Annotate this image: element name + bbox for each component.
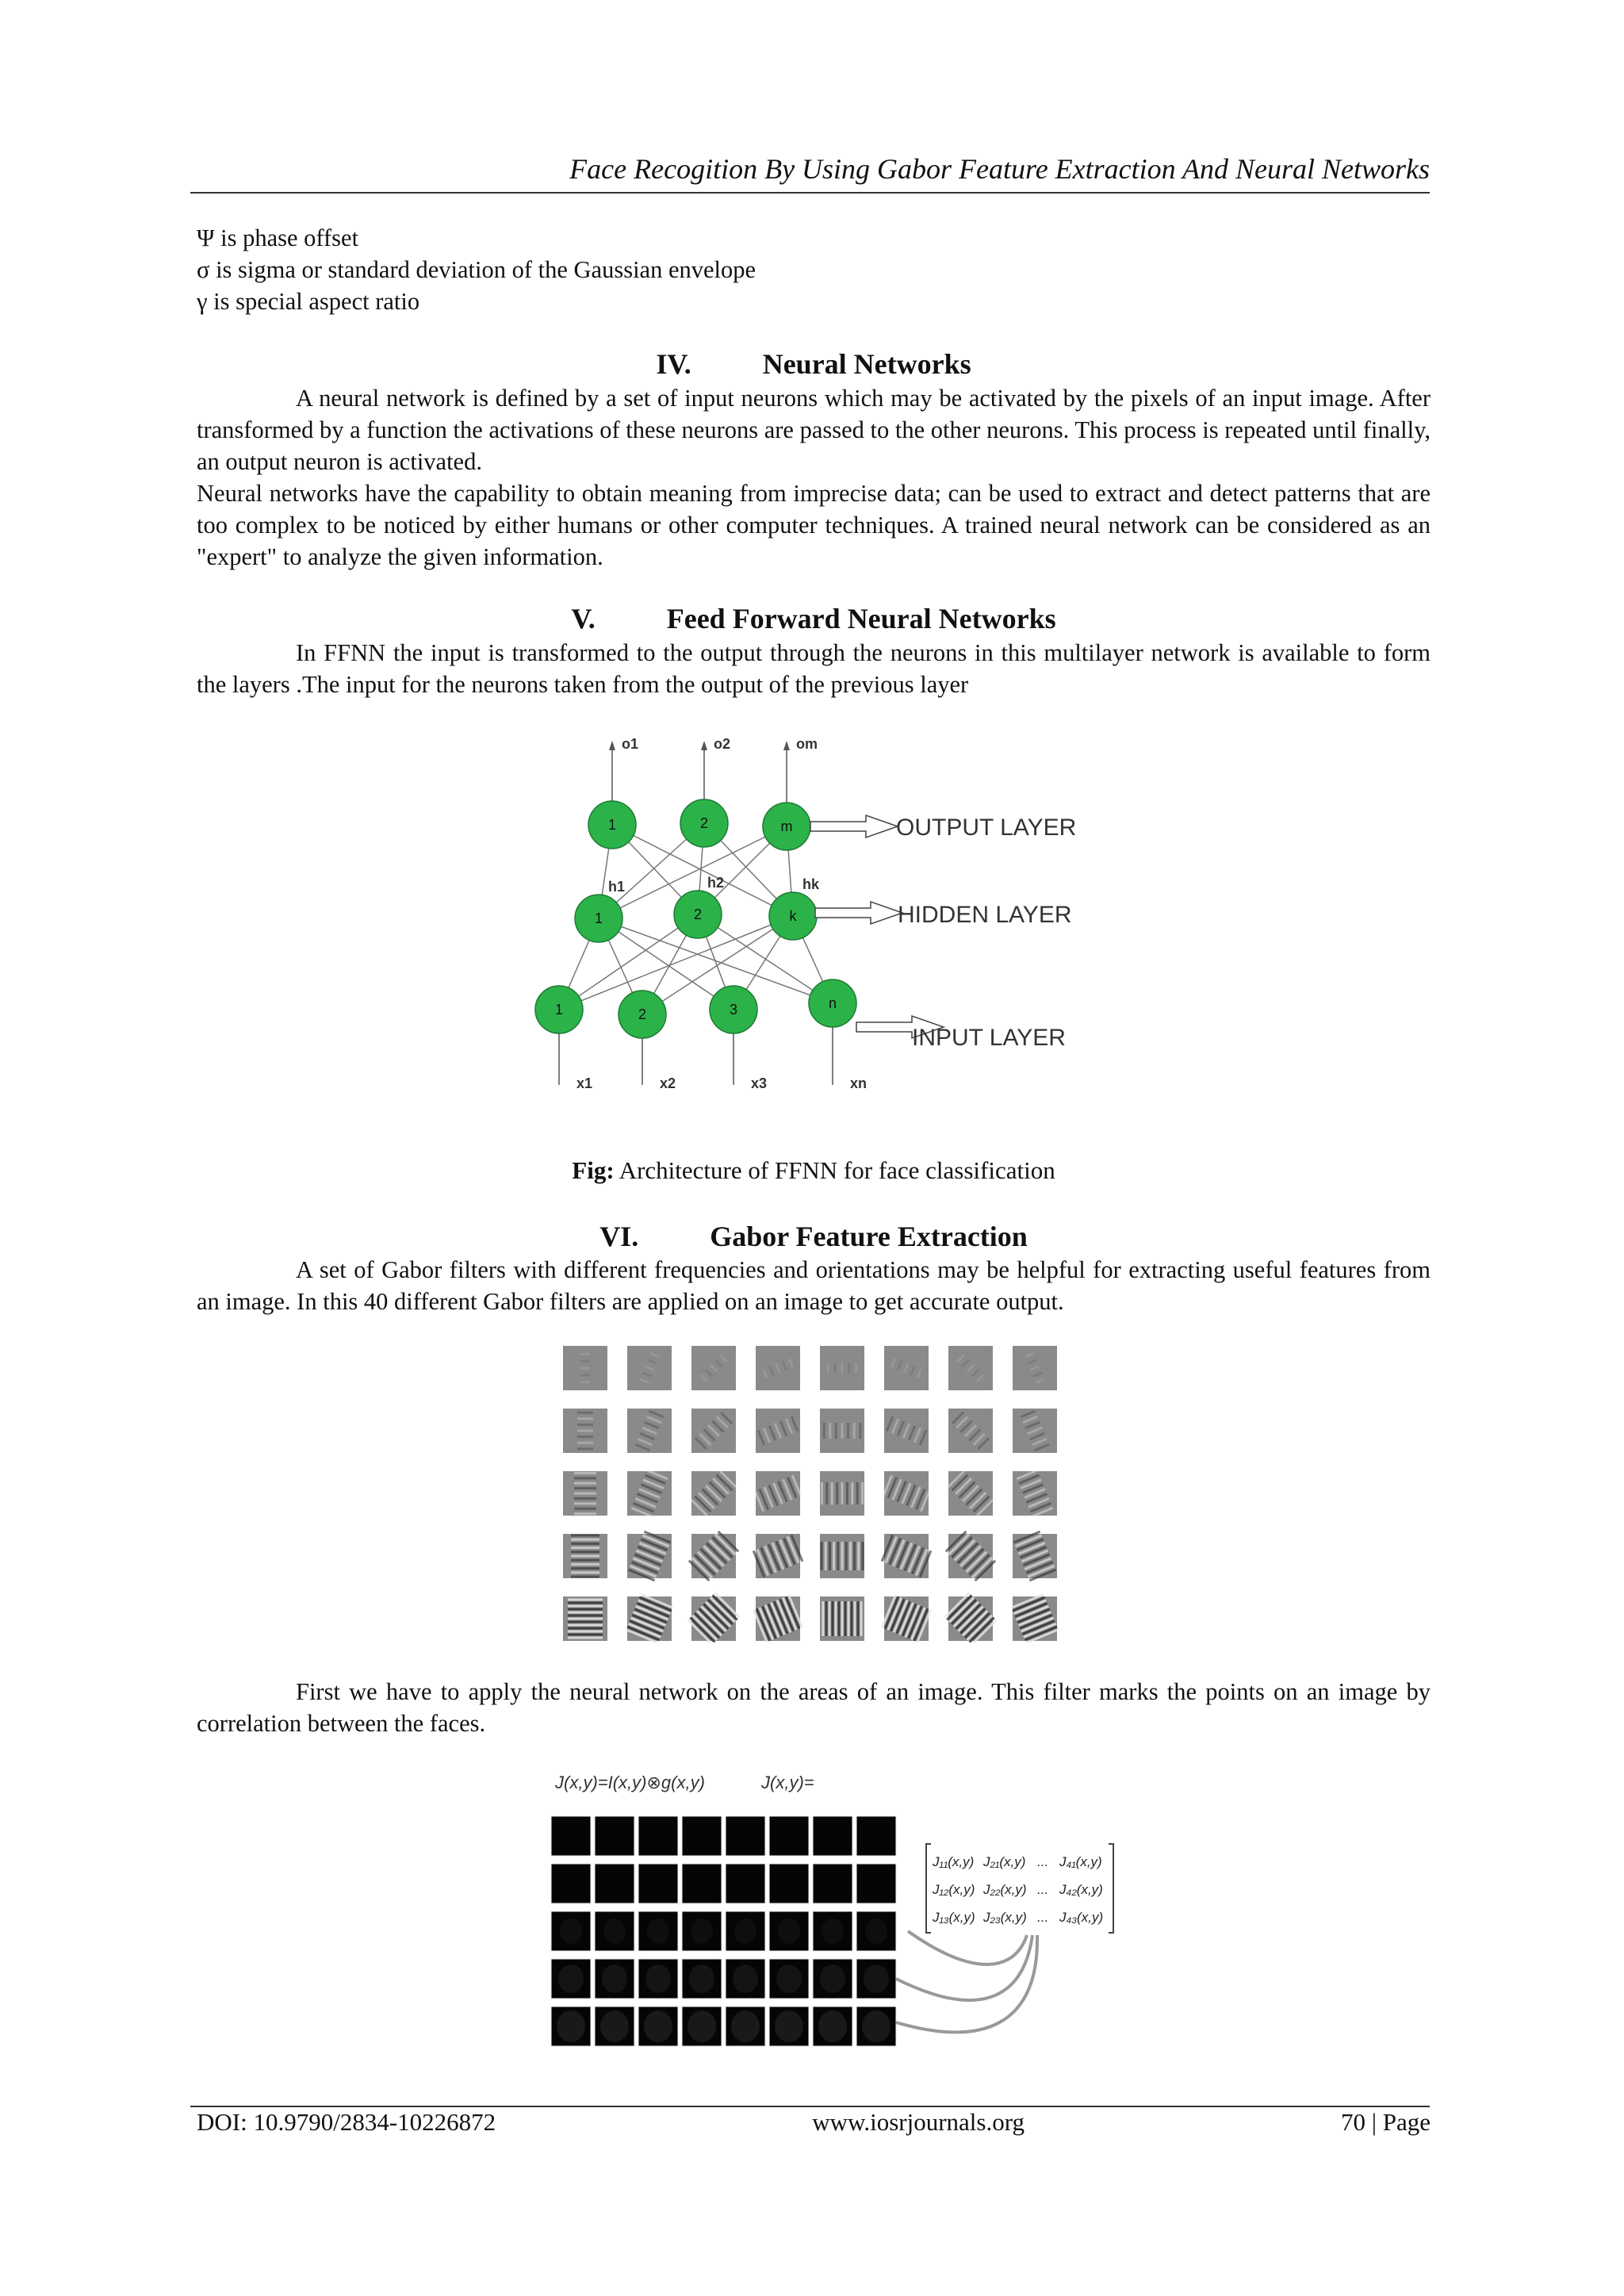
input-neuron-label: 1: [554, 1002, 564, 1018]
gabor-filter-tile: [756, 1409, 800, 1453]
wave-band: [571, 1576, 599, 1578]
wave-band: [831, 1482, 833, 1504]
hidden-neuron-label: 1: [594, 910, 603, 926]
footer-page-number: 70 | Page: [1341, 2108, 1431, 2136]
gabor-filter-tile: [820, 1596, 864, 1641]
input-label: xn: [850, 1075, 868, 1091]
response-blob: [822, 1918, 844, 1944]
response-blob: [560, 1918, 582, 1944]
connector-curve: [896, 1935, 1037, 2032]
response-blob: [688, 2010, 716, 2042]
figure-caption-ffnn: [197, 1156, 1431, 1185]
wave-band: [853, 1542, 856, 1570]
wave-band: [857, 1601, 860, 1636]
wave-band: [857, 1542, 860, 1570]
response-blob: [864, 1964, 889, 1993]
gabor-filter-tile: [754, 1471, 802, 1516]
response-blob: [778, 1918, 800, 1944]
caption-text: Architecture of FFNN for face classification: [614, 1156, 1055, 1184]
response-blob: [775, 2010, 803, 2042]
response-blob: [603, 1918, 626, 1944]
response-tile: [813, 1816, 852, 1856]
hidden-label: hk: [802, 876, 820, 892]
wave-band: [841, 1542, 844, 1570]
wave-band: [571, 1550, 599, 1553]
wave-band: [571, 1543, 599, 1545]
wave-band: [859, 1423, 861, 1439]
wave-band: [580, 1367, 590, 1370]
wave-band: [861, 1482, 864, 1504]
response-tile: [595, 1864, 634, 1903]
wave-band: [568, 1621, 603, 1623]
response-blob: [862, 2010, 891, 2042]
gabor-filter-tile: [1013, 1346, 1057, 1390]
wave-band: [851, 1482, 853, 1504]
paragraph-gabor-1: A set of Gabor filters with different frequencies and orientations may be helpful for extracting useful features from an image. In this 40 different Gabor filters are applied on an image to get accurate output.: [197, 1256, 1431, 1315]
response-blob: [865, 1918, 887, 1944]
wave-band: [568, 1637, 603, 1639]
wave-band: [574, 1487, 596, 1489]
connector-curve: [908, 1931, 1027, 1964]
response-blob: [820, 1964, 845, 1993]
input-neuron-label: 3: [729, 1002, 738, 1018]
response-tile: [638, 1816, 678, 1856]
definitions-list: [197, 222, 1431, 317]
matrix-cell: ...: [1037, 1882, 1049, 1897]
wave-band: [822, 1601, 825, 1636]
wave-band: [835, 1601, 837, 1636]
gabor-filter-tile: [753, 1595, 803, 1642]
response-tile: [769, 1816, 809, 1856]
paragraph-gabor-2: First we have to apply the neural network on the areas of an image. This filter marks the points on an image by correlation between the faces.: [197, 1678, 1431, 1737]
arrow-head: [701, 741, 707, 750]
gabor-filter-tile: [948, 1346, 993, 1390]
wave-band: [856, 1482, 859, 1504]
matrix-bracket-right: [1109, 1844, 1113, 1933]
wave-band: [574, 1512, 596, 1515]
input-neuron-label: n: [828, 995, 837, 1011]
wave-band: [571, 1535, 599, 1537]
wave-band: [845, 1601, 847, 1636]
matrix-cell: J₁₂(x,y): [933, 1882, 975, 1897]
gabor-filter-bank-figure: [563, 1346, 1071, 1642]
wave-band: [829, 1423, 831, 1439]
wave-band: [853, 1423, 856, 1439]
arrow-head: [783, 741, 790, 750]
wave-band: [821, 1542, 823, 1570]
output-layer-label: OUTPUT LAYER: [896, 815, 1077, 841]
caption-label: Fig:: [572, 1156, 615, 1184]
response-tile: [682, 1864, 722, 1903]
input-neuron-label: 2: [638, 1006, 647, 1022]
definition-psi: Ψ is phase offset: [197, 224, 359, 251]
wave-band: [832, 1601, 834, 1636]
input-label: x3: [751, 1075, 768, 1091]
wave-band: [825, 1542, 827, 1570]
gabor-filter-tile: [691, 1470, 737, 1516]
wave-band: [577, 1417, 593, 1420]
arrow-head: [609, 741, 615, 750]
response-blob: [731, 2010, 760, 2042]
ffnn-architecture-figure: [508, 722, 1110, 1110]
hidden-neuron-label: 2: [693, 907, 703, 922]
wave-band: [851, 1601, 853, 1636]
wave-band: [845, 1542, 848, 1570]
output-label: o2: [714, 736, 731, 752]
matrix-bracket-left: [926, 1844, 931, 1933]
footer-doi: DOI: 10.9790/2834-10226872: [197, 2108, 496, 2136]
wave-band: [574, 1482, 596, 1485]
section-number: V.: [571, 603, 596, 634]
gabor-filter-tile: [820, 1471, 864, 1516]
section-title: Gabor Feature Extraction: [710, 1221, 1028, 1252]
wave-band: [574, 1508, 596, 1510]
gabor-filter-tile: [883, 1471, 931, 1516]
wave-band: [823, 1423, 825, 1439]
gabor-filter-tile: [688, 1531, 739, 1581]
gabor-filter-tile: [1013, 1531, 1057, 1582]
wave-band: [574, 1502, 596, 1504]
wave-band: [841, 1363, 844, 1373]
wave-band: [833, 1542, 835, 1570]
wave-band: [580, 1360, 590, 1363]
gabor-filter-tile: [820, 1346, 864, 1390]
wave-band: [571, 1547, 599, 1549]
gabor-filter-tile: [563, 1346, 607, 1390]
matrix-cell: J₂₁(x,y): [983, 1854, 1026, 1869]
matrix-cell: J₁₃(x,y): [933, 1910, 975, 1925]
hidden-label: h1: [608, 879, 626, 895]
matrix-cell: J₄₂(x,y): [1059, 1882, 1103, 1897]
wave-band: [571, 1571, 599, 1573]
hidden-label: h2: [707, 875, 725, 891]
gabor-filter-tile: [687, 1592, 740, 1642]
wave-band: [577, 1424, 593, 1426]
definition-gamma: γ is special aspect ratio: [197, 288, 420, 315]
matrix-cell: J₂₂(x,y): [983, 1882, 1027, 1897]
gabor-filter-tile: [948, 1470, 994, 1516]
gabor-filter-tile: [626, 1593, 673, 1642]
gabor-filter-tile: [948, 1409, 993, 1453]
response-tile: [856, 1816, 896, 1856]
wave-band: [825, 1482, 828, 1504]
section-heading-neural-networks: [197, 347, 1431, 381]
wave-band: [568, 1602, 603, 1604]
wave-band: [841, 1423, 844, 1439]
wave-band: [577, 1435, 593, 1438]
wave-band: [568, 1624, 603, 1627]
footer-site: www.iosrjournals.org: [812, 2108, 1025, 2136]
paragraph-neural-1: A neural network is defined by a set of input neurons which may be activated by the pixels of an input image. After transformed by a function the activations of these neurons are passed to the other neurons. This process is repeated until finally, an output neuron is activated.: [197, 385, 1431, 475]
wave-band: [848, 1363, 850, 1373]
response-tile: [638, 1864, 678, 1903]
response-tile: [813, 1864, 852, 1903]
response-blob: [558, 1964, 584, 1993]
gabor-filter-tile: [691, 1409, 736, 1453]
wave-band: [847, 1423, 849, 1439]
wave-band: [841, 1482, 844, 1504]
gabor-filter-tile: [881, 1534, 933, 1578]
output-neuron-label: m: [780, 818, 793, 834]
gabor-filter-tile: [820, 1534, 864, 1578]
output-label: o1: [622, 736, 639, 752]
response-tile: [551, 1816, 591, 1856]
wave-band: [836, 1482, 838, 1504]
section-title: Neural Networks: [762, 348, 971, 380]
wave-band: [571, 1567, 599, 1570]
input-label: x2: [660, 1075, 676, 1091]
gabor-filter-tile: [753, 1534, 804, 1578]
gabor-filter-tile: [627, 1531, 672, 1582]
gabor-filter-tile: [756, 1346, 800, 1390]
response-equation-matrix: J(x,y)=: [761, 1773, 814, 1792]
response-blob: [776, 1964, 802, 1993]
wave-band: [568, 1599, 603, 1601]
wave-band: [841, 1601, 844, 1636]
wave-band: [571, 1539, 599, 1541]
matrix-cell: ...: [1037, 1910, 1049, 1925]
wave-band: [577, 1412, 593, 1414]
wave-band: [568, 1615, 603, 1617]
hidden-layer-label: HIDDEN LAYER: [898, 902, 1072, 928]
wave-band: [571, 1555, 599, 1558]
matrix-cell: J₄₁(x,y): [1059, 1854, 1102, 1869]
tile-wave: [821, 1482, 864, 1504]
output-label: om: [796, 736, 818, 752]
page-footer: [197, 2108, 1431, 2137]
hidden-layer-arrow: [815, 902, 902, 924]
footer-rule: [190, 2106, 1430, 2107]
response-tile: [551, 1864, 591, 1903]
section-number: VI.: [599, 1221, 639, 1252]
gabor-filter-tile: [691, 1346, 736, 1390]
wave-band: [577, 1447, 593, 1450]
wave-band: [580, 1374, 590, 1376]
response-equation: J(x,y)=I(x,y)⊗g(x,y): [555, 1773, 705, 1792]
response-tile: [856, 1864, 896, 1903]
wave-band: [827, 1363, 829, 1373]
gabor-filter-tile: [884, 1409, 929, 1453]
matrix-cell: J₁₁(x,y): [933, 1854, 975, 1869]
response-blob: [647, 1918, 669, 1944]
gabor-filter-tile: [563, 1409, 607, 1453]
gabor-filter-tile: [1013, 1409, 1057, 1453]
wave-band: [568, 1608, 603, 1611]
response-blob: [600, 2010, 629, 2042]
wave-band: [848, 1601, 850, 1636]
wave-band: [568, 1605, 603, 1608]
response-tile: [595, 1816, 634, 1856]
output-neuron-label: 1: [607, 817, 617, 833]
wave-band: [854, 1601, 856, 1636]
gabor-filter-tile: [627, 1346, 672, 1390]
section-heading-gabor: [197, 1220, 1431, 1253]
paragraph-neural-2: Neural networks have the capability to obtain meaning from imprecise data; can be used to extract and detect patterns that are too complex to be noticed by either humans or other computer techniques. A trained neural network can be considered as an "expert" to analyze the given information.: [197, 480, 1431, 570]
wave-band: [577, 1430, 593, 1432]
input-label: x1: [576, 1075, 593, 1091]
hidden-neuron-label: k: [789, 908, 797, 924]
wave-band: [835, 1423, 837, 1439]
wave-band: [825, 1601, 828, 1636]
paragraph-ffnn-1: In FFNN the input is transformed to the output through the neurons in this multilayer network is available to form the layers .The input for the neurons taken from the output of the previous layer: [197, 639, 1431, 698]
gabor-filter-tile: [881, 1595, 932, 1642]
wave-band: [574, 1477, 596, 1479]
output-layer-arrow: [810, 815, 898, 838]
wave-band: [829, 1601, 831, 1636]
wave-band: [834, 1363, 837, 1373]
wave-band: [574, 1472, 596, 1474]
gabor-filter-tile: [820, 1409, 864, 1453]
response-blob: [602, 1964, 627, 1993]
wave-band: [855, 1363, 857, 1373]
wave-band: [860, 1601, 863, 1636]
gabor-filter-tile: [945, 1531, 996, 1581]
wave-band: [571, 1559, 599, 1562]
header-rule: [190, 192, 1430, 194]
response-tile: [769, 1864, 809, 1903]
matrix-cell: J₄₃(x,y): [1059, 1910, 1104, 1925]
wave-band: [837, 1542, 839, 1570]
gabor-filter-tile: [563, 1471, 607, 1516]
wave-band: [574, 1493, 596, 1495]
output-neuron-label: 2: [699, 815, 709, 831]
response-blob: [645, 1964, 671, 1993]
wave-band: [849, 1542, 852, 1570]
wave-band: [821, 1482, 823, 1504]
wave-band: [568, 1634, 603, 1636]
response-blob: [818, 2010, 847, 2042]
response-blob: [733, 1964, 758, 1993]
response-tile: [726, 1864, 765, 1903]
wave-band: [846, 1482, 848, 1504]
wave-band: [862, 1542, 864, 1570]
gabor-filter-tile: [627, 1470, 672, 1518]
gabor-filter-tile: [563, 1596, 607, 1641]
wave-band: [574, 1497, 596, 1500]
wave-band: [568, 1631, 603, 1633]
response-blob: [689, 1964, 714, 1993]
matrix-cell: ...: [1037, 1854, 1049, 1869]
wave-band: [838, 1601, 841, 1636]
response-tile: [682, 1816, 722, 1856]
gabor-filter-tile: [1013, 1470, 1057, 1518]
response-tile: [726, 1816, 765, 1856]
gabor-filter-tile: [884, 1346, 929, 1390]
tile-wave: [574, 1472, 596, 1515]
definition-sigma: σ is sigma or standard deviation of the Gaussian envelope: [197, 256, 756, 283]
response-blob: [734, 1918, 756, 1944]
section-heading-ffnn: [197, 602, 1431, 635]
running-title: Face Recogition By Using Gabor Feature Extraction And Neural Networks: [569, 153, 1430, 185]
response-blob: [644, 2010, 672, 2042]
response-blob: [557, 2010, 585, 2042]
matrix-cell: J₂₃(x,y): [983, 1910, 1027, 1925]
wave-band: [568, 1612, 603, 1614]
gabor-filter-tile: [563, 1534, 607, 1578]
gabor-response-figure: [547, 1765, 1118, 2058]
wave-band: [580, 1381, 590, 1383]
wave-band: [568, 1627, 603, 1630]
wave-band: [577, 1442, 593, 1444]
section-number: IV.: [656, 348, 691, 380]
wave-band: [829, 1542, 831, 1570]
input-layer-label: INPUT LAYER: [912, 1025, 1066, 1051]
section-title: Feed Forward Neural Networks: [666, 603, 1056, 634]
response-blob: [691, 1918, 713, 1944]
gabor-filter-tile: [627, 1409, 672, 1453]
gabor-filter-tile: [1011, 1593, 1059, 1642]
gabor-filter-tile: [944, 1592, 997, 1642]
wave-band: [568, 1618, 603, 1620]
wave-band: [580, 1353, 590, 1355]
wave-band: [571, 1563, 599, 1566]
connector-curve: [896, 1935, 1032, 2000]
